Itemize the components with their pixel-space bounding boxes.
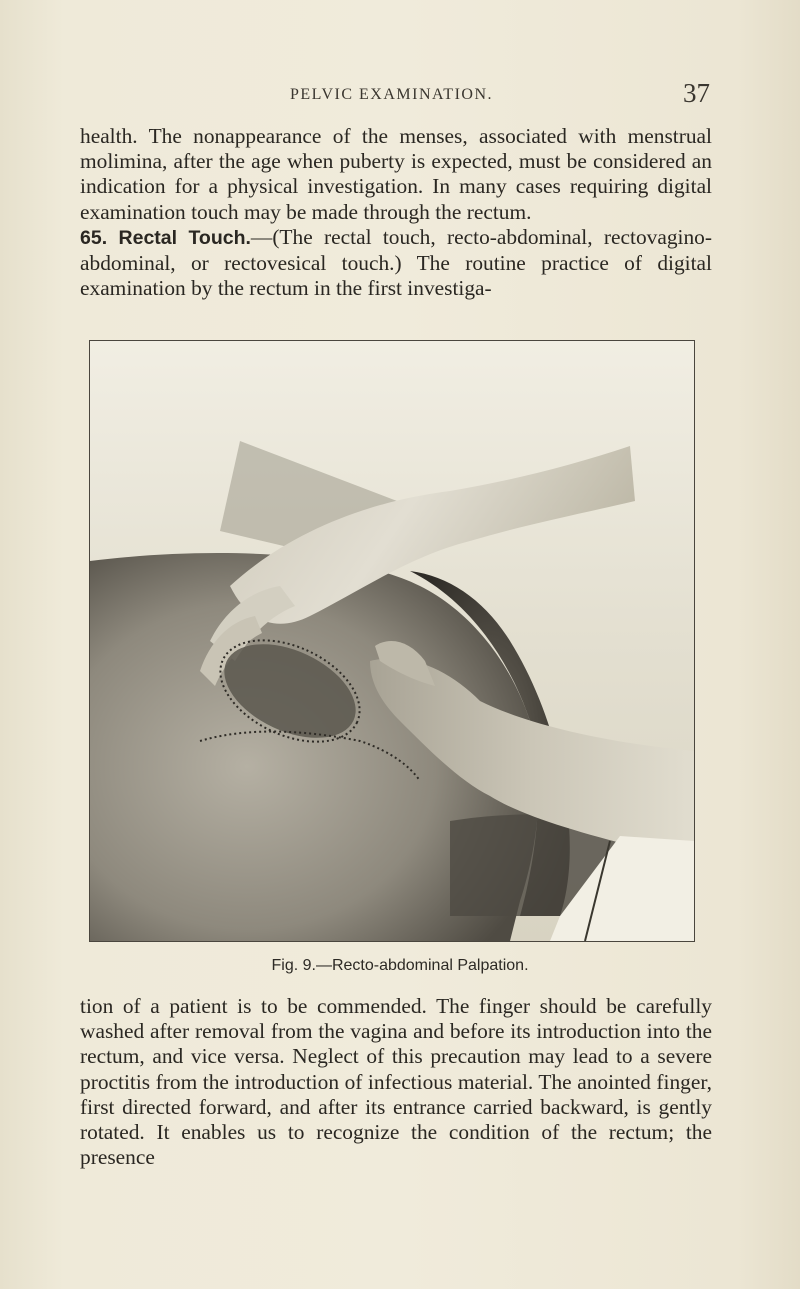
paragraph-rectal-touch xyxy=(80,225,712,302)
paragraph-continuation: tion of a patient is to be commended. The finger should be carefully washed after removal from the vagina and before its introduction into the rectum, and vice versa. Neglect of this precaution may lead to a severe proctitis from the introduction of infectious material. The anointed finger, first directed forward, and after its entrance carried backward, is gently rotated. It enables us to recognize the condition of the rectum; the presence xyxy=(80,994,712,1170)
running-head xyxy=(0,80,800,110)
page-number: 37 xyxy=(683,78,710,108)
running-title: PELVIC EXAMINATION. xyxy=(290,86,494,103)
body-text-top xyxy=(80,124,712,301)
body-text-bottom xyxy=(80,994,712,1170)
paragraph-rectal-touch-text: —(The rectal touch, recto-abdominal, rectovagino-abdominal, or rectovesical touch.) The routine practice of digital examination by the rectum in the first investiga- xyxy=(80,224,712,301)
section-heading: 65. Rectal Touch. xyxy=(80,226,251,249)
figure-caption: Fig. 9.—Recto-abdominal Palpation. xyxy=(271,957,529,974)
recto-abdominal-palpation-illustration xyxy=(90,341,694,941)
paragraph-health: health. The nonappearance of the menses, associated with menstrual molimina, after the age when puberty is expected, must be considered an indication for a physical investigation. In many cases requiring digital examination touch may be made through the rectum. xyxy=(80,124,712,224)
figure-illustration xyxy=(89,340,695,942)
